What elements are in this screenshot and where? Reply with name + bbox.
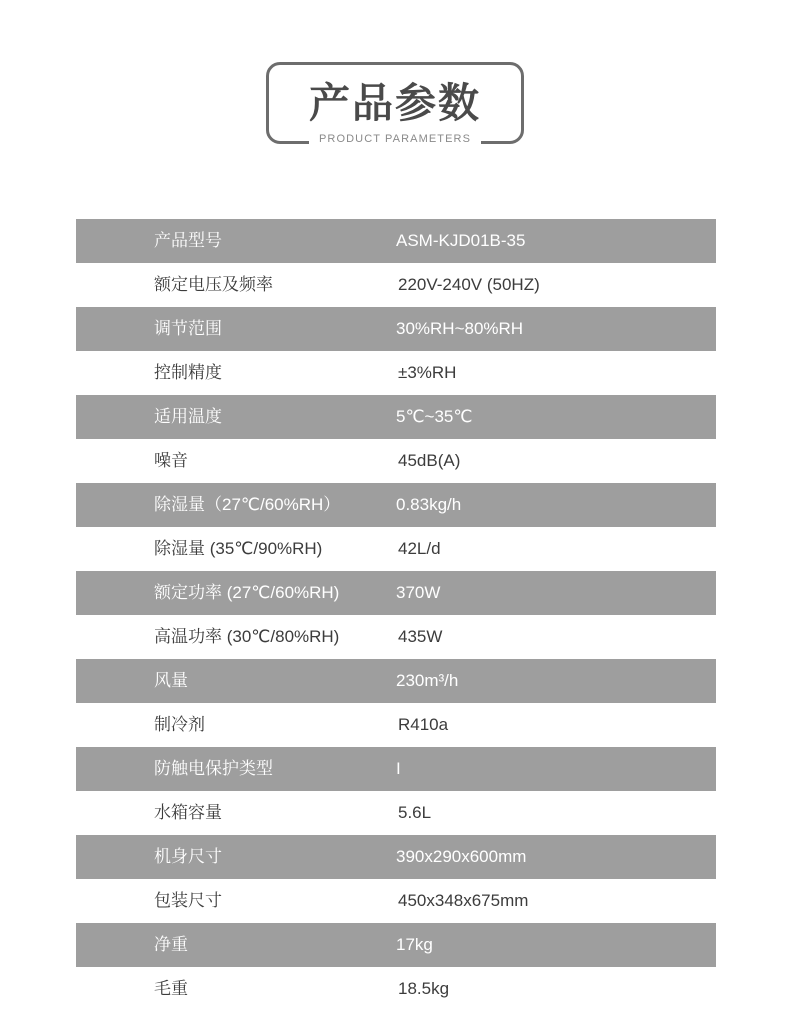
spec-label: 除湿量（27℃/60%RH）	[154, 494, 341, 514]
spec-value: 220V-240V (50HZ)	[398, 274, 540, 294]
page-subtitle-wrap	[309, 133, 481, 145]
spec-value: 450x348x675mm	[398, 890, 529, 910]
spec-value: 42L/d	[398, 538, 441, 558]
table-row	[76, 483, 716, 527]
table-row	[76, 527, 716, 571]
table-row	[76, 835, 716, 879]
spec-label: 净重	[154, 934, 188, 954]
spec-label: 水箱容量	[154, 802, 222, 822]
page-subtitle: PRODUCT PARAMETERS	[318, 133, 472, 145]
table-row	[76, 967, 716, 1011]
spec-label: 额定功率 (27℃/60%RH)	[154, 582, 340, 602]
table-row	[76, 351, 716, 395]
spec-label: 高温功率 (30℃/80%RH)	[154, 626, 340, 646]
spec-label: 机身尺寸	[154, 846, 222, 866]
table-row	[76, 879, 716, 923]
spec-value: I	[396, 758, 401, 778]
spec-label: 噪音	[154, 450, 188, 470]
table-row	[76, 791, 716, 835]
table-row	[76, 219, 716, 263]
spec-label: 适用温度	[154, 406, 222, 426]
spec-value: 30%RH~80%RH	[396, 318, 524, 338]
spec-value: 230m³/h	[396, 670, 459, 690]
page-header	[0, 62, 790, 145]
table-row	[76, 747, 716, 791]
spec-label: 毛重	[154, 978, 188, 998]
spec-value: 390x290x600mm	[396, 846, 527, 866]
spec-label: 包装尺寸	[154, 890, 222, 910]
spec-value: 45dB(A)	[398, 450, 461, 470]
spec-value: 0.83kg/h	[396, 494, 462, 514]
spec-label: 风量	[154, 670, 188, 690]
spec-value: ASM-KJD01B-35	[396, 230, 526, 250]
table-row	[76, 263, 716, 307]
table-row	[76, 923, 716, 967]
spec-value: 370W	[396, 582, 441, 602]
table-row	[76, 615, 716, 659]
specifications-table-body	[76, 219, 716, 1011]
spec-value: 18.5kg	[398, 978, 450, 998]
spec-value: 435W	[398, 626, 443, 646]
spec-value: 5.6L	[398, 802, 432, 822]
spec-value: 5℃~35℃	[396, 406, 473, 426]
specifications-table	[76, 219, 716, 1011]
table-row	[76, 659, 716, 703]
table-row	[76, 439, 716, 483]
spec-label: 控制精度	[154, 362, 222, 382]
spec-label: 调节范围	[154, 318, 222, 338]
page-title-box	[266, 62, 524, 144]
spec-label: 产品型号	[154, 230, 222, 250]
spec-value: 17kg	[396, 934, 433, 954]
table-row	[76, 395, 716, 439]
spec-value: ±3%RH	[398, 362, 457, 382]
page-title: 产品参数	[309, 79, 481, 126]
spec-label: 额定电压及频率	[154, 274, 273, 294]
table-row	[76, 571, 716, 615]
spec-label: 除湿量 (35℃/90%RH)	[154, 538, 323, 558]
spec-label: 制冷剂	[154, 714, 205, 734]
spec-label: 防触电保护类型	[154, 758, 273, 778]
spec-value: R410a	[398, 714, 449, 734]
table-row	[76, 703, 716, 747]
table-row	[76, 307, 716, 351]
